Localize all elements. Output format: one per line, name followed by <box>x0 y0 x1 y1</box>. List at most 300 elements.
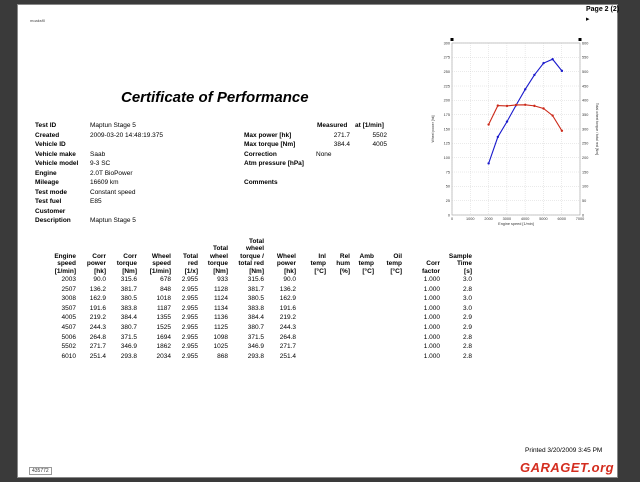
table-header-cell: Rel <box>339 252 350 260</box>
x-axis-label: Engine speed [1/min] <box>498 222 534 226</box>
table-cell: 136.2 <box>279 285 296 293</box>
series-point-left <box>542 62 544 64</box>
table-cell: 2.9 <box>462 314 472 322</box>
table-cell: 244.3 <box>279 324 296 331</box>
table-cell: 2.955 <box>181 333 198 341</box>
table-cell: 315.6 <box>247 276 264 284</box>
table-header-cell: Engine <box>54 252 76 260</box>
at-header: at [1/min] <box>355 122 384 129</box>
table-header-cell <box>404 253 442 260</box>
y-left-tick-label: 25 <box>445 199 450 204</box>
table-cell <box>298 294 328 304</box>
table-cell <box>298 275 328 285</box>
y-right-tick-label: 550 <box>582 55 589 60</box>
table-cell: 383.8 <box>247 304 264 312</box>
table-header-cell <box>328 245 352 252</box>
table-cell: 1.000 <box>423 285 440 293</box>
table-cell <box>328 313 352 323</box>
table-cell: 3507 <box>61 304 76 312</box>
table-header-cell: [°C] <box>314 267 326 275</box>
series-point-left <box>561 70 563 72</box>
table-cell: 380.7 <box>247 324 264 331</box>
table-header-cell: Wheel <box>151 252 171 260</box>
table-header-cell <box>78 238 108 245</box>
table-header-cell <box>139 238 173 245</box>
table-row <box>36 333 474 343</box>
table-header-cell: Corr <box>426 260 440 268</box>
table-cell: 2.8 <box>462 333 472 341</box>
table-cell: 848 <box>160 285 171 293</box>
table-cell: 219.2 <box>89 314 106 322</box>
series-point-left <box>533 74 535 76</box>
table-header-cell <box>36 238 78 245</box>
info-value: Saab <box>90 150 106 158</box>
y-right-tick-label: 400 <box>582 98 589 103</box>
table-cell: 1098 <box>213 333 228 341</box>
series-point-right <box>551 114 553 116</box>
table-header-cell <box>173 238 200 245</box>
info-label: Vehicle model <box>35 160 79 167</box>
table-cell: 136.2 <box>89 285 106 293</box>
table-row <box>36 323 474 333</box>
table-header-cell: [Nm] <box>249 267 264 275</box>
table-cell <box>298 313 328 323</box>
table-cell: 251.4 <box>89 352 106 360</box>
summary-label: Atm pressure [hPa] <box>244 160 304 167</box>
table-cell: 380.7 <box>120 324 137 331</box>
table-cell <box>352 342 376 352</box>
table-cell <box>328 352 352 362</box>
table-header-row <box>36 245 474 252</box>
table-header-cell <box>173 245 200 252</box>
table-cell: 2507 <box>61 285 76 293</box>
y-left-tick-label: 250 <box>443 70 450 75</box>
table-header-cell <box>442 238 474 245</box>
table-cell: 90.0 <box>93 276 106 284</box>
series-point-left <box>497 136 499 138</box>
table-header-cell: power <box>276 260 296 268</box>
table-row <box>36 352 474 362</box>
document-id: 435772 <box>29 467 52 475</box>
table-cell: 219.2 <box>279 314 296 322</box>
table-row <box>36 313 474 323</box>
table-cell: 1124 <box>214 295 228 303</box>
series-point-right <box>515 104 517 106</box>
table-cell: 264.8 <box>89 333 106 341</box>
table-cell: 191.6 <box>89 304 106 312</box>
table-cell: 678 <box>160 276 171 284</box>
table-header-cell: Total <box>182 252 198 260</box>
table-cell <box>298 352 328 362</box>
table-header-cell <box>108 245 139 252</box>
table-cell: 264.8 <box>279 333 296 341</box>
y-right-tick-label: 100 <box>582 184 589 189</box>
table-cell <box>328 342 352 352</box>
table-cell: 1694 <box>156 333 171 341</box>
table-cell <box>376 333 404 343</box>
table-header-cell <box>298 245 328 252</box>
y-left-tick-label: 275 <box>443 55 450 60</box>
table-cell <box>376 275 404 285</box>
table-cell: 2.955 <box>181 352 198 360</box>
table-header-cell: speed <box>152 260 171 268</box>
x-tick-label: 4000 <box>520 217 530 221</box>
table-cell <box>328 323 352 333</box>
table-header-cell <box>352 245 376 252</box>
table-cell: 1125 <box>214 324 228 331</box>
y-right-tick-label: 50 <box>582 199 587 204</box>
y-left-axis-label: Wheel power [hk] <box>431 115 435 143</box>
table-cell: 244.3 <box>89 324 106 331</box>
table-cell <box>352 352 376 362</box>
table-header-cell: [%] <box>339 267 350 275</box>
table-cell: 1187 <box>157 304 171 312</box>
table-header-cell: [Nm] <box>213 267 228 275</box>
table-cell: 5006 <box>61 333 76 341</box>
info-value: E85 <box>90 198 102 205</box>
y-left-tick-label: 150 <box>443 127 450 132</box>
table-row <box>36 285 474 295</box>
table-cell: 3.0 <box>462 304 472 312</box>
table-header-cell: [1/x] <box>184 267 198 275</box>
y-right-tick-label: 150 <box>582 170 589 175</box>
table-cell: 162.9 <box>279 295 296 303</box>
table-row <box>36 304 474 314</box>
table-header-cell <box>352 238 376 245</box>
garaget-logo: GARAGET.org <box>520 460 615 475</box>
series-point-left <box>551 58 553 60</box>
table-cell: 315.6 <box>120 276 137 284</box>
table-cell: 1018 <box>156 295 171 303</box>
table-header-cell: temp <box>358 260 374 268</box>
y-left-tick-label: 125 <box>443 141 450 146</box>
table-cell: 371.5 <box>247 333 264 341</box>
info-value: Constant speed <box>90 188 136 196</box>
table-header-cell: Corr <box>92 252 106 260</box>
info-label: Customer <box>35 207 66 215</box>
table-header-cell <box>298 238 328 245</box>
table-header-cell <box>78 245 108 252</box>
table-header-cell: torque / <box>240 252 264 260</box>
x-tick-label: 6000 <box>557 217 566 221</box>
table-cell: 381.7 <box>120 285 137 293</box>
y-right-tick-label: 350 <box>582 113 589 118</box>
printed-timestamp: Printed 3/20/2009 3:45 PM <box>525 447 603 454</box>
table-header-cell: Amb <box>359 252 374 260</box>
table-header-cell <box>328 238 352 245</box>
info-label: Test mode <box>35 188 68 196</box>
table-cell <box>298 323 328 333</box>
table-header-cell: [1/min] <box>149 267 171 275</box>
table-cell: 1.000 <box>423 333 440 341</box>
table-header-cell: [hk] <box>94 267 106 275</box>
page-number: Page 2 (2) <box>586 6 620 13</box>
table-cell: 380.5 <box>120 295 137 303</box>
table-cell: 293.8 <box>247 352 264 360</box>
table-cell: 162.9 <box>89 295 106 303</box>
info-value: 9-3 SC <box>90 160 111 167</box>
table-cell: 2.955 <box>181 304 198 312</box>
table-cell: 5502 <box>61 343 76 351</box>
x-tick-label: 0 <box>450 217 454 221</box>
table-header-cell <box>404 238 442 245</box>
table-cell: 4507 <box>61 324 76 331</box>
table-cell <box>376 285 404 295</box>
x-tick-label: 7000 <box>575 217 585 221</box>
table-cell: 1862 <box>156 343 171 351</box>
series-point-left <box>506 120 508 122</box>
y-left-tick-label: 100 <box>443 156 450 161</box>
data-table <box>36 238 474 361</box>
table-cell <box>352 304 376 314</box>
table-cell: 251.4 <box>279 352 296 360</box>
table-header-cell: power <box>86 260 106 268</box>
table-cell: 2034 <box>156 352 171 360</box>
table-cell: 2003 <box>61 276 76 284</box>
table-cell: 1.000 <box>423 343 440 351</box>
series-point-right <box>506 105 508 107</box>
table-header-row <box>36 260 474 267</box>
table-cell <box>328 294 352 304</box>
table-cell: 2.955 <box>181 276 198 284</box>
info-label: Test ID <box>35 122 57 129</box>
comments-label: Comments <box>244 179 278 186</box>
table-cell <box>328 285 352 295</box>
table-cell <box>298 285 328 295</box>
table-cell: 346.9 <box>120 343 137 351</box>
table-cell: 384.4 <box>247 314 264 322</box>
table-cell: 384.4 <box>120 314 137 322</box>
info-label: Vehicle make <box>35 150 76 158</box>
info-label: Mileage <box>35 179 59 186</box>
table-cell: 3008 <box>61 295 76 303</box>
table-cell <box>376 294 404 304</box>
info-value: Maptun Stage 5 <box>90 122 136 129</box>
x-tick-label: 2000 <box>484 217 493 221</box>
x-tick-label: 3000 <box>502 217 512 221</box>
table-cell: 2.8 <box>462 352 472 360</box>
table-row <box>36 342 474 352</box>
table-cell: 1.000 <box>423 295 440 303</box>
table-header-cell: Wheel <box>276 252 296 260</box>
table-cell <box>298 342 328 352</box>
series-point-right <box>533 105 535 107</box>
summary-measured: 271.7 <box>333 131 350 139</box>
table-header-cell: red <box>187 260 198 268</box>
table-header-cell <box>266 245 298 252</box>
table-cell: 371.5 <box>120 333 137 341</box>
info-label: Test fuel <box>35 198 62 205</box>
table-cell: 1136 <box>214 314 228 322</box>
table-header-cell: [°C] <box>390 267 402 275</box>
y-left-tick-label: 175 <box>443 113 450 118</box>
table-cell <box>376 352 404 362</box>
table-header-cell: Time <box>456 260 472 268</box>
corner-marker <box>451 38 454 41</box>
table-header-cell <box>139 245 173 252</box>
certificate-page <box>17 4 618 478</box>
table-header-cell: torque <box>116 260 137 268</box>
table-cell: 346.9 <box>247 343 264 351</box>
y-right-tick-label: 0 <box>582 213 585 218</box>
table-header-cell: Total <box>212 245 228 253</box>
table-cell: 4005 <box>61 314 76 322</box>
table-cell: 1.000 <box>423 276 440 284</box>
y-left-tick-label: 0 <box>447 213 450 218</box>
page-title: Certificate of Performance <box>121 89 309 106</box>
summary-at: 5502 <box>372 131 387 139</box>
table-header-cell <box>36 245 78 252</box>
corner-marker <box>579 38 582 41</box>
page-arrow-icon: ▸ <box>586 16 590 23</box>
x-tick-label: 1000 <box>466 217 475 221</box>
x-tick-label: 5000 <box>539 217 548 221</box>
y-left-tick-label: 75 <box>445 170 450 175</box>
table-row <box>36 275 474 285</box>
table-header-cell <box>108 238 139 245</box>
y-right-tick-label: 300 <box>582 127 589 132</box>
y-right-tick-label: 450 <box>582 84 589 89</box>
table-cell: 383.8 <box>120 304 137 312</box>
table-header-cell: Oil <box>393 252 402 260</box>
table-cell <box>352 313 376 323</box>
y-right-tick-label: 600 <box>582 41 589 46</box>
series-point-right <box>497 104 499 106</box>
info-value: 16609 km <box>90 179 119 186</box>
table-cell: 2.8 <box>462 343 472 351</box>
measurement-table <box>36 238 474 361</box>
info-label: Created <box>35 131 60 139</box>
table-header-row <box>36 238 474 245</box>
table-header-cell: torque <box>207 260 228 268</box>
performance-chart <box>428 35 613 239</box>
table-cell <box>376 323 404 333</box>
table-cell <box>352 285 376 295</box>
table-header-cell <box>200 238 230 245</box>
table-header-cell: Inl <box>318 252 326 260</box>
measured-header: Measured <box>317 122 348 129</box>
table-cell: 1.000 <box>423 324 440 331</box>
table-header-cell: [1/min] <box>54 267 76 275</box>
table-cell: 868 <box>217 352 228 360</box>
y-left-tick-label: 50 <box>445 184 450 189</box>
info-label: Engine <box>35 169 57 177</box>
table-cell: 271.7 <box>89 343 106 351</box>
table-header-cell: Corr <box>123 252 137 260</box>
table-header-cell: [Nm] <box>122 267 137 275</box>
table-header-cell: speed <box>57 260 76 268</box>
table-cell: 2.955 <box>181 343 198 351</box>
table-header-cell: factor <box>421 267 440 275</box>
table-cell: 381.7 <box>247 285 264 293</box>
header-small-tag: moaksf0 <box>30 18 46 23</box>
table-header-cell <box>442 245 474 252</box>
table-cell <box>352 333 376 343</box>
table-cell: 2.9 <box>462 324 472 331</box>
info-value: 2.0T BioPower <box>90 169 133 177</box>
table-header-cell: [°C] <box>362 267 374 275</box>
series-point-right <box>542 107 544 109</box>
table-header-row <box>36 268 474 275</box>
table-cell: 3.0 <box>462 295 472 303</box>
table-header-cell <box>404 245 442 252</box>
table-header-row <box>36 253 474 260</box>
info-label: Vehicle ID <box>35 141 66 148</box>
table-cell: 2.955 <box>181 285 198 293</box>
table-cell <box>352 323 376 333</box>
table-header-cell <box>376 245 404 252</box>
info-label: Description <box>35 217 71 224</box>
table-cell: 1128 <box>214 285 228 293</box>
table-cell: 6010 <box>61 352 76 360</box>
table-cell <box>328 333 352 343</box>
table-cell <box>376 304 404 314</box>
table-cell: 2.955 <box>181 324 198 331</box>
info-value: 2009-03-20 14:48:19.375 <box>90 131 164 139</box>
table-cell: 2.955 <box>181 295 198 303</box>
table-header-cell: Total <box>248 238 264 245</box>
table-header-cell: temp <box>310 260 326 268</box>
table-cell <box>328 275 352 285</box>
table-cell: 293.8 <box>120 352 137 360</box>
table-cell <box>328 304 352 314</box>
y-left-tick-label: 225 <box>443 84 450 89</box>
y-right-tick-label: 250 <box>582 141 589 146</box>
table-header-cell <box>376 238 404 245</box>
summary-label: Correction <box>244 150 277 158</box>
table-cell <box>352 275 376 285</box>
table-cell: 2.955 <box>181 314 198 322</box>
table-cell: 1025 <box>213 343 228 351</box>
table-cell: 1.000 <box>423 352 440 360</box>
y-left-tick-label: 200 <box>443 98 450 103</box>
table-cell: 1355 <box>156 314 171 322</box>
table-header-cell: [s] <box>464 267 472 275</box>
table-cell: 271.7 <box>279 343 296 351</box>
series-point-left <box>524 88 526 90</box>
series-point-right <box>524 104 526 106</box>
table-header-cell: wheel <box>245 245 264 253</box>
table-row <box>36 294 474 304</box>
table-cell <box>298 333 328 343</box>
table-header-cell: [hk] <box>284 267 296 275</box>
table-cell <box>352 294 376 304</box>
y-right-axis-label: Total wheel torque / total red [Nm] <box>595 102 599 156</box>
table-cell: 90.0 <box>283 276 296 284</box>
table-cell: 380.5 <box>247 295 264 303</box>
y-right-tick-label: 200 <box>582 156 589 161</box>
summary-measured: 384.4 <box>333 141 350 148</box>
table-header-cell: hum <box>336 260 350 268</box>
series-point-left <box>487 162 489 164</box>
series-point-right <box>561 130 563 132</box>
table-header-cell: wheel <box>209 252 228 260</box>
table-cell: 1134 <box>214 304 228 312</box>
summary-label: Max torque [Nm] <box>244 141 296 148</box>
table-cell <box>376 313 404 323</box>
table-header-cell: Sample <box>448 252 472 260</box>
table-cell <box>376 342 404 352</box>
table-header-cell: total red <box>238 260 264 268</box>
table-cell: 1.000 <box>423 304 440 312</box>
summary-label: Max power [hk] <box>244 131 292 139</box>
table-cell: 1525 <box>156 324 171 331</box>
table-cell: 191.6 <box>279 304 296 312</box>
summary-measured: None <box>316 150 332 158</box>
table-header-cell <box>266 238 298 245</box>
series-point-right <box>487 123 489 125</box>
info-value: Maptun Stage 5 <box>90 217 136 224</box>
